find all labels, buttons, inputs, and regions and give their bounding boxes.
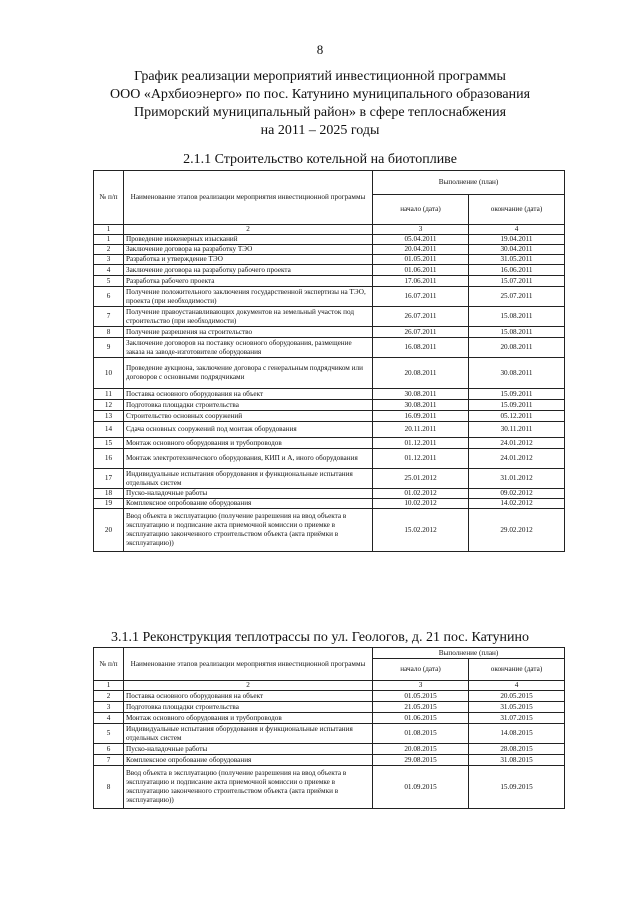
end-date: 24.01.2012 — [469, 438, 565, 449]
start-date: 15.02.2012 — [373, 509, 469, 552]
stage-name: Поставка основного оборудования на объект — [124, 389, 373, 400]
end-date: 19.04.2011 — [469, 235, 565, 245]
schedule-table-boiler — [93, 170, 565, 552]
end-date: 30.04.2011 — [469, 245, 565, 255]
table-row — [94, 755, 565, 766]
start-date: 17.06.2011 — [373, 276, 469, 287]
header-execution: Выполнение (план) — [373, 648, 565, 659]
stage-name: Проведение инженерных изысканий — [124, 235, 373, 245]
section1-heading: 2.1.1 Строительство котельной на биотопливе — [183, 152, 457, 167]
stage-name: Строительство основных сооружений — [124, 411, 373, 422]
table-row — [94, 449, 565, 469]
start-date: 01.12.2011 — [373, 438, 469, 449]
table-row — [94, 691, 565, 702]
table-row — [94, 422, 565, 438]
table-row — [94, 389, 565, 400]
end-date: 14.08.2015 — [469, 724, 565, 744]
table-row — [94, 400, 565, 411]
start-date: 01.06.2015 — [373, 713, 469, 724]
index-cell: 1 — [94, 681, 124, 691]
stage-name: Поставка основного оборудования на объект — [124, 691, 373, 702]
start-date: 16.09.2011 — [373, 411, 469, 422]
table-row — [94, 766, 565, 809]
title-line: Приморский муниципальный район» в сфере теплоснабжения — [133, 105, 507, 120]
start-date: 10.02.2012 — [373, 499, 469, 509]
index-cell: 1 — [94, 225, 124, 235]
header-stage-name: Наименование этапов реализации мероприятия инвестиционной программы — [124, 171, 373, 225]
row-number: 7 — [94, 755, 124, 766]
row-number: 6 — [94, 744, 124, 755]
stage-name: Подготовка площадки строительства — [124, 702, 373, 713]
table-row — [94, 307, 565, 327]
table-row — [94, 358, 565, 389]
start-date: 20.11.2011 — [373, 422, 469, 438]
header-start: начало (дата) — [373, 195, 469, 225]
stage-name: Комплексное опробование оборудования — [124, 499, 373, 509]
stage-name: Разработка и утверждение ТЭО — [124, 255, 373, 265]
row-number: 1 — [94, 235, 124, 245]
end-date: 31.07.2015 — [469, 713, 565, 724]
index-cell: 3 — [373, 681, 469, 691]
end-date: 16.06.2011 — [469, 265, 565, 276]
document-title — [0, 68, 640, 140]
end-date: 15.09.2015 — [469, 766, 565, 809]
table-row — [94, 276, 565, 287]
header-end: окончание (дата) — [469, 659, 565, 681]
start-date: 01.08.2015 — [373, 724, 469, 744]
table-row — [94, 327, 565, 338]
row-number: 15 — [94, 438, 124, 449]
stage-name: Пуско-наладочные работы — [124, 489, 373, 499]
start-date: 01.05.2015 — [373, 691, 469, 702]
table-row — [94, 338, 565, 358]
header-stage-name: Наименование этапов реализации мероприятия инвестиционной программы — [124, 648, 373, 681]
table-row — [94, 245, 565, 255]
stage-name: Заключение договоров на поставку основного оборудования, размещение заказа на заводе-изготовителе оборудования — [124, 338, 373, 358]
stage-name: Комплексное опробование оборудования — [124, 755, 373, 766]
start-date: 30.08.2011 — [373, 400, 469, 411]
row-number: 8 — [94, 766, 124, 809]
row-number: 7 — [94, 307, 124, 327]
start-date: 20.08.2011 — [373, 358, 469, 389]
row-number: 3 — [94, 702, 124, 713]
header-num: № п/п — [94, 648, 124, 681]
start-date: 29.08.2015 — [373, 755, 469, 766]
stage-name: Пуско-наладочные работы — [124, 744, 373, 755]
end-date: 30.08.2011 — [469, 358, 565, 389]
stage-name: Получение правоустанавливающих документов на земельный участок под строительство (при необходимости) — [124, 307, 373, 327]
stage-name: Проведение аукциона, заключение договора с генеральным подрядчиком или договоров с основными подрядчиками — [124, 358, 373, 389]
header-execution: Выполнение (план) — [373, 171, 565, 195]
start-date: 01.02.2012 — [373, 489, 469, 499]
table-row — [94, 724, 565, 744]
stage-name: Монтаж электротехнического оборудования, КИП и А, иного оборудования — [124, 449, 373, 469]
row-number: 9 — [94, 338, 124, 358]
start-date: 20.08.2015 — [373, 744, 469, 755]
end-date: 31.01.2012 — [469, 469, 565, 489]
end-date: 14.02.2012 — [469, 499, 565, 509]
start-date: 20.04.2011 — [373, 245, 469, 255]
row-number: 14 — [94, 422, 124, 438]
end-date: 05.12.2011 — [469, 411, 565, 422]
table-row — [94, 469, 565, 489]
end-date: 28.08.2015 — [469, 744, 565, 755]
table-row — [94, 265, 565, 276]
row-number: 6 — [94, 287, 124, 307]
start-date: 26.07.2011 — [373, 307, 469, 327]
row-number: 16 — [94, 449, 124, 469]
start-date: 01.06.2011 — [373, 265, 469, 276]
start-date: 05.04.2011 — [373, 235, 469, 245]
table-body — [94, 235, 565, 552]
title-line: на 2011 – 2025 годы — [260, 123, 380, 138]
table-row — [94, 509, 565, 552]
row-number: 4 — [94, 265, 124, 276]
end-date: 20.08.2011 — [469, 338, 565, 358]
end-date: 31.05.2011 — [469, 255, 565, 265]
stage-name: Монтаж основного оборудования и трубопроводов — [124, 713, 373, 724]
table-row — [94, 411, 565, 422]
end-date: 15.09.2011 — [469, 389, 565, 400]
end-date: 20.05.2015 — [469, 691, 565, 702]
row-number: 11 — [94, 389, 124, 400]
stage-name: Заключение договора на разработку ТЭО — [124, 245, 373, 255]
row-number: 8 — [94, 327, 124, 338]
page-number: 8 — [316, 42, 324, 57]
row-number: 4 — [94, 713, 124, 724]
end-date: 15.07.2011 — [469, 276, 565, 287]
row-number: 18 — [94, 489, 124, 499]
index-cell: 4 — [469, 225, 565, 235]
end-date: 24.01.2012 — [469, 449, 565, 469]
row-number: 2 — [94, 245, 124, 255]
start-date: 01.12.2011 — [373, 449, 469, 469]
start-date: 26.07.2011 — [373, 327, 469, 338]
stage-name: Получение положительного заключения государственной экспертизы на ТЭО, проекта (при необходимости) — [124, 287, 373, 307]
end-date: 25.07.2011 — [469, 287, 565, 307]
start-date: 01.05.2011 — [373, 255, 469, 265]
table-row — [94, 235, 565, 245]
stage-name: Индивидуальные испытания оборудования и функциональные испытания отдельных систем — [124, 724, 373, 744]
start-date: 16.08.2011 — [373, 338, 469, 358]
stage-name: Монтаж основного оборудования и трубопроводов — [124, 438, 373, 449]
row-number: 17 — [94, 469, 124, 489]
end-date: 31.05.2015 — [469, 702, 565, 713]
stage-name: Разработка рабочего проекта — [124, 276, 373, 287]
header-num: № п/п — [94, 171, 124, 225]
table-row — [94, 702, 565, 713]
title-line: График реализации мероприятий инвестиционной программы — [134, 69, 506, 84]
row-number: 2 — [94, 691, 124, 702]
header-start: начало (дата) — [373, 659, 469, 681]
header-end: окончание (дата) — [469, 195, 565, 225]
row-number: 13 — [94, 411, 124, 422]
start-date: 01.09.2015 — [373, 766, 469, 809]
stage-name: Получение разрешения на строительство — [124, 327, 373, 338]
stage-name: Индивидуальные испытания оборудования и функциональные испытания отдельных систем — [124, 469, 373, 489]
row-number: 5 — [94, 724, 124, 744]
title-line: ООО «Архбиоэнерго» по пос. Катунино муниципального образования — [109, 87, 531, 102]
index-cell: 4 — [469, 681, 565, 691]
stage-name: Сдача основных сооружений под монтаж оборудования — [124, 422, 373, 438]
index-cell: 3 — [373, 225, 469, 235]
row-number: 20 — [94, 509, 124, 552]
stage-name: Заключение договора на разработку рабочего проекта — [124, 265, 373, 276]
table-row — [94, 713, 565, 724]
row-number: 10 — [94, 358, 124, 389]
section2-heading: 3.1.1 Реконструкция теплотрассы по ул. Геологов, д. 21 пос. Катунино — [111, 630, 529, 645]
table-row — [94, 744, 565, 755]
table-row — [94, 489, 565, 499]
end-date: 15.08.2011 — [469, 327, 565, 338]
table-row — [94, 438, 565, 449]
table-row — [94, 255, 565, 265]
start-date: 30.08.2011 — [373, 389, 469, 400]
table-row — [94, 287, 565, 307]
end-date: 09.02.2012 — [469, 489, 565, 499]
table-body — [94, 691, 565, 809]
start-date: 21.05.2015 — [373, 702, 469, 713]
end-date: 15.08.2011 — [469, 307, 565, 327]
start-date: 16.07.2011 — [373, 287, 469, 307]
row-number: 12 — [94, 400, 124, 411]
index-cell: 2 — [124, 681, 373, 691]
row-number: 3 — [94, 255, 124, 265]
stage-name: Подготовка площадки строительства — [124, 400, 373, 411]
schedule-table-heating-main — [93, 647, 565, 809]
table-row — [94, 499, 565, 509]
end-date: 31.08.2015 — [469, 755, 565, 766]
index-cell: 2 — [124, 225, 373, 235]
end-date: 15.09.2011 — [469, 400, 565, 411]
end-date: 30.11.2011 — [469, 422, 565, 438]
end-date: 29.02.2012 — [469, 509, 565, 552]
stage-name: Ввод объекта в эксплуатацию (получение разрешения на ввод объекта в эксплуатацию и подписание акта приемочной комиссии о приемке в эксплуатацию законченного строительством объекта (акта приёмки в эксплуатацию)) — [124, 766, 373, 809]
row-number: 19 — [94, 499, 124, 509]
row-number: 5 — [94, 276, 124, 287]
stage-name: Ввод объекта в эксплуатацию (получение разрешения на ввод объекта в эксплуатацию и подписание акта приемочной комиссии о приемке в эксплуатацию законченного строительством объекта (акта приёмки в эксплуатацию)) — [124, 509, 373, 552]
start-date: 25.01.2012 — [373, 469, 469, 489]
